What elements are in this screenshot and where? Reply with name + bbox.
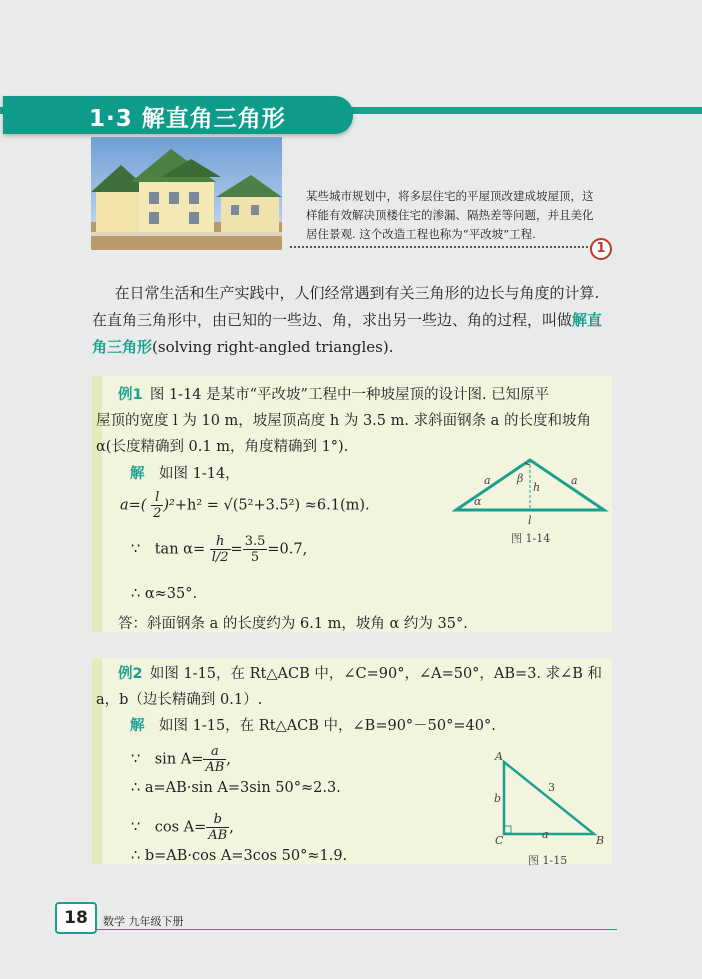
para-text-before: 在日常生活和生产实践中，人们经常遇到有关三角形的边长与角度的计算. 在直角三角形中，由已知的一些边、角，求出另一些边、角的过程，叫做 — [92, 284, 600, 329]
footer-book-title: 数学 九年级下册 — [103, 915, 184, 928]
eq2-frac2-d: 5 — [250, 550, 260, 565]
eq2-frac1-d: l/2 — [211, 550, 229, 565]
eq2-frac1-n: h — [210, 534, 231, 550]
eq2-frac2 — [243, 534, 268, 565]
s3-sym: ∵ — [131, 819, 141, 836]
s1-tail: , — [226, 751, 231, 768]
fig15-label-a: a — [542, 828, 549, 841]
example1-line1 — [118, 383, 549, 404]
para-text-after: (solving right-angled triangles). — [152, 338, 394, 356]
s1-frac — [203, 744, 226, 775]
eq2-frac1 — [210, 534, 231, 565]
eq2-rhs: =0.7, — [267, 541, 308, 558]
eq2-frac2-n: 3.5 — [244, 534, 266, 549]
eq1-lhs: a= — [120, 497, 141, 514]
fig14-label-beta: β — [517, 472, 524, 485]
fig15-label-C: C — [495, 834, 504, 847]
example2-label: 例2 — [118, 666, 143, 682]
example2-statement-1: 如图 1-15，在 Rt△ACB 中，∠C=90°，∠A=50°，AB=3. 求∠B 和 — [149, 666, 603, 682]
eq2-because: ∵ — [131, 541, 141, 558]
example2-line2: a，b（边长精确到 0.1）. — [96, 692, 263, 708]
fig15-label-A: A — [495, 750, 503, 763]
houses-photo — [91, 137, 282, 250]
s1-lhs: sin A= — [154, 751, 204, 768]
eq2-eq: = — [230, 541, 243, 558]
eq2-lhs: tan α= — [154, 541, 206, 558]
s3-frac — [206, 812, 229, 843]
example1-eq1: a=( $\frac{l}{2}$ )²+h² = √(5²+3.5²) ≈6.1(m). — [120, 490, 370, 521]
section-title-tab — [3, 96, 353, 134]
example2-step2: ∴ a=AB·sin A=3sin 50°≈2.3. — [131, 780, 341, 796]
term-solving-right-triangles: 解直角三角形 — [92, 311, 603, 356]
s3-frac-d: AB — [208, 828, 228, 843]
s1-sym: ∵ — [131, 751, 141, 768]
example2-solution-label: 解 — [130, 718, 145, 734]
s3-frac-n: b — [206, 812, 229, 828]
s3-tail: , — [229, 819, 234, 836]
example2-line1 — [118, 662, 602, 683]
example1-solution-text: 如图 1-14， — [159, 466, 240, 482]
fig14-label-a-right: a — [571, 474, 578, 487]
fig15-label-b: b — [494, 792, 502, 805]
s3-lhs: cos A= — [154, 819, 207, 836]
section-title: 1·3 解直角三角形 — [89, 106, 286, 132]
s1-frac-d: AB — [205, 760, 225, 775]
figure-1-15-caption: 图 1-15 — [528, 854, 568, 867]
example1-solution-line — [130, 462, 240, 483]
page-number: 18 — [55, 902, 97, 934]
example2-step4: ∴ b=AB·cos A=3cos 50°≈1.9. — [131, 848, 348, 864]
right-triangle — [504, 762, 594, 834]
example1-line3: α(长度精确到 0.1 m，角度精确到 1°). — [96, 439, 349, 455]
example2-step3 — [131, 812, 234, 843]
dotted-divider — [290, 246, 596, 248]
eq1-frac — [151, 490, 163, 521]
section-marker: 1 — [590, 238, 612, 260]
eq1-frac-n: l — [151, 490, 163, 506]
s1-frac-n: a — [203, 744, 226, 760]
example1-eq2 — [131, 534, 307, 565]
fig14-label-alpha: α — [474, 495, 482, 508]
example1-eq3: ∴ α≈35°. — [131, 586, 198, 602]
example1-statement-1: 图 1-14 是某市“平改坡”工程中一种坡屋顶的设计图. 已知原平 — [149, 387, 550, 403]
fig15-label-3: 3 — [548, 781, 555, 794]
example2-solution-text: 如图 1-15，在 Rt△ACB 中，∠B=90°－50°=40°. — [159, 718, 496, 734]
example1-line2: 屋顶的宽度 l 为 10 m，坡屋顶高度 h 为 3.5 m. 求斜面钢条 a 的长度和坡角 — [96, 413, 591, 429]
fig15-label-B: B — [596, 834, 605, 847]
footer-rule — [97, 929, 617, 930]
fig14-label-l: l — [528, 514, 532, 527]
example1-answer: 答：斜面钢条 a 的长度约为 6.1 m，坡角 α 约为 35°. — [118, 616, 468, 632]
figure-1-15 — [498, 760, 598, 838]
eq1-frac-d: 2 — [153, 506, 162, 521]
example2-step1 — [131, 744, 231, 775]
eq1-rest: +h² = √(5²+3.5²) ≈6.1(m). — [174, 497, 370, 514]
example1-solution-label: 解 — [130, 466, 145, 482]
intro-text: 某些城市规划中，将多层住宅的平屋顶改建成坡屋顶，这样能有效解决顶楼住宅的渗漏、隔热差等问题，并且美化居住景观. 这个改造工程也称为“平改坡”工程. — [306, 189, 594, 241]
fig14-label-a-left: a — [484, 474, 491, 487]
fig14-label-h: h — [533, 481, 541, 494]
example1-label: 例1 — [118, 387, 143, 403]
definition-paragraph — [92, 280, 612, 361]
example2-solution-line — [130, 714, 496, 735]
figure-1-14-caption: 图 1-14 — [511, 532, 551, 545]
